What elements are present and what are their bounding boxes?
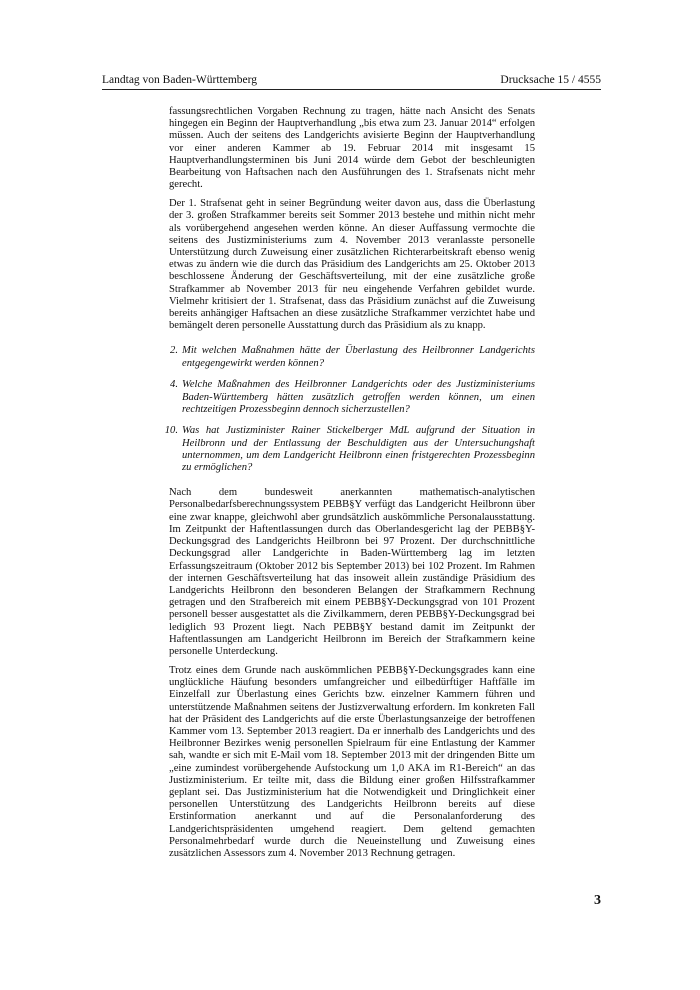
- question-item: [164, 425, 535, 474]
- question-item: [169, 345, 535, 369]
- question-number: 10.: [164, 425, 178, 437]
- page-number: 3: [594, 893, 601, 908]
- question-number: 4.: [170, 379, 178, 391]
- question-number: 2.: [170, 345, 178, 357]
- paragraph: Trotz eines dem Grunde nach auskömmlichen PEBB§Y-Deckungsgrades kann eine unglückliche Häufung besonders umfangreicher und eilbedürftiger Haftfälle im Einzelfall zur Überlastung eines Gerichts bzw. einzelner Kammern führen und unterstützende Maßnahmen seitens der Justizverwaltung erfordern. Im konkreten Fall hat der Präsident des Landgerichts auf die erste Überlastungsanzeige der betroffenen Kammer vom 13. September 2013 reagiert. Da er innerhalb des Landgerichts und des Heilbronner Bezirkes wenig personellen Spielraum für eine Entlastung der Kammer sah, wandte er sich mit E-Mail vom 18. September 2013 mit der dringenden Bitte um „eine zumindest vorübergehende Aufstockung um 1,0 AKA im R1-Bereich“ an das Justizministerium. Er teilte mit, dass die Bildung einer großen Hilfsstrafkammer geplant sei. Das Justizministerium hat die Notwendigkeit und Dringlichkeit einer personellen Unterstützung des Landgerichts Heilbronn bereits auf diese Erstinformation anerkannt und auf die Personalanforderung des Landgerichtspräsidenten umgehend reagiert. Dem geltend gemachten Personalmehrbedarf wurde durch die Neueinstellung und Zuweisung eines zusätzlichen Assessors zum 4. November 2013 Rechnung getragen.: [169, 664, 535, 859]
- question-text: Mit welchen Maßnahmen hätte der Überlastung des Heilbronner Landgerichts entgegengewirkt werden können?: [182, 345, 535, 369]
- page-header: [102, 73, 601, 90]
- paragraph: Der 1. Strafsenat geht in seiner Begründung weiter davon aus, dass die Überlastung der 3. großen Strafkammer bereits seit Sommer 2013 bestehe und mithin nicht mehr als vorübergehend angesehen werden könne. An dieser Auffassung vermochte die seitens des Justizministeriums zum 4. November 2013 veranlasste personelle Unterstützung durch Zuweisung einer zusätzlichen Richterarbeitskraft ebenso wenig etwas zu ändern wie die durch das Präsidium des Landgerichts am 25. Oktober 2013 beschlossene Änderung der Geschäftsverteilung, mit der eine zusätzliche große Strafkammer ab November 2013 für neu eingehende Verfahren gebildet wurde. Vielmehr kritisiert der 1. Strafsenat, dass das Präsidium zunächst auf die Zuweisung bereits anhängiger Haftsachen an diese zusätzliche Strafkammer verzichtet habe und bemängelt deren personelle Ausstattung durch das Präsidium als zu knapp.: [169, 198, 535, 332]
- paragraph: Nach dem bundesweit anerkannten mathematisch-analytischen Personalbedarfsberechnungssystem PEBB§Y verfügt das Landgericht Heilbronn über eine zwar knappe, gleichwohl aber grundsätzlich auskömmliche Personalausstattung. Im Zeitpunkt der Haftentlassungen durch das Oberlandesgericht lag der PEBB§Y-Deckungsgrad des Landgerichts Heilbronn bei 97 Prozent. Der durchschnittliche Deckungsgrad aller Landgerichte in Baden-Württemberg lag im letzten Erfassungszeitraum (Oktober 2012 bis September 2013) bei 102 Prozent. Im Rahmen der internen Geschäftsverteilung hat das insoweit allein zuständige Präsidium des Landgerichts Heilbronn den besonderen Belangen der Strafkammern Rechnung getragen und den Strafbereich mit einem PEBB§Y-Deckungsgrad von 101 Prozent personell besser ausgestattet als die Zivilkammern, deren PEBB§Y-Deckungsgrad bei lediglich 93 Prozent liegt. Nach PEBB§Y bestand damit im Zeitpunkt der Haftentlassungen am Landgericht Heilbronn im Bereich der Strafkammern keine personelle Unterdeckung.: [169, 487, 535, 657]
- header-document-number: Drucksache 15 / 4555: [500, 74, 601, 86]
- questions-list: [164, 345, 535, 474]
- header-parliament: Landtag von Baden-Württemberg: [102, 74, 257, 86]
- question-text: Welche Maßnahmen des Heilbronner Landgerichts oder des Justizministeriums Baden-Württemberg hätten zusätzlich getroffen werden können, um einen rechtzeitigen Prozessbeginn dennoch sicherzustellen?: [182, 379, 535, 415]
- question-item: [169, 379, 535, 416]
- page-body: [164, 106, 535, 867]
- question-text: Was hat Justizminister Rainer Stickelberger MdL aufgrund der Situation in Heilbronn und der Entlassung der Beschuldigten aus der Untersuchungshaft unternommen, um dem Landgericht Heilbronn einen fristgerechten Prozessbeginn zu ermöglichen?: [182, 425, 535, 474]
- paragraph: fassungsrechtlichen Vorgaben Rechnung zu tragen, hätte nach Ansicht des Senats hingegen ein Beginn der Hauptverhandlung „bis etwa zum 23. Januar 2014“ erfolgen müssen. Auch der seitens des Landgerichts avisierte Beginn der Hauptverhandlung vor einer anderen Kammer ab 19. Februar 2014 mit insgesamt 15 Hauptverhandlungsterminen bis Juni 2014 würde dem Gebot der beschleunigten Bearbeitung von Haftsachen nach den Ausführungen des 1. Strafsenats nicht mehr gerecht.: [169, 106, 535, 191]
